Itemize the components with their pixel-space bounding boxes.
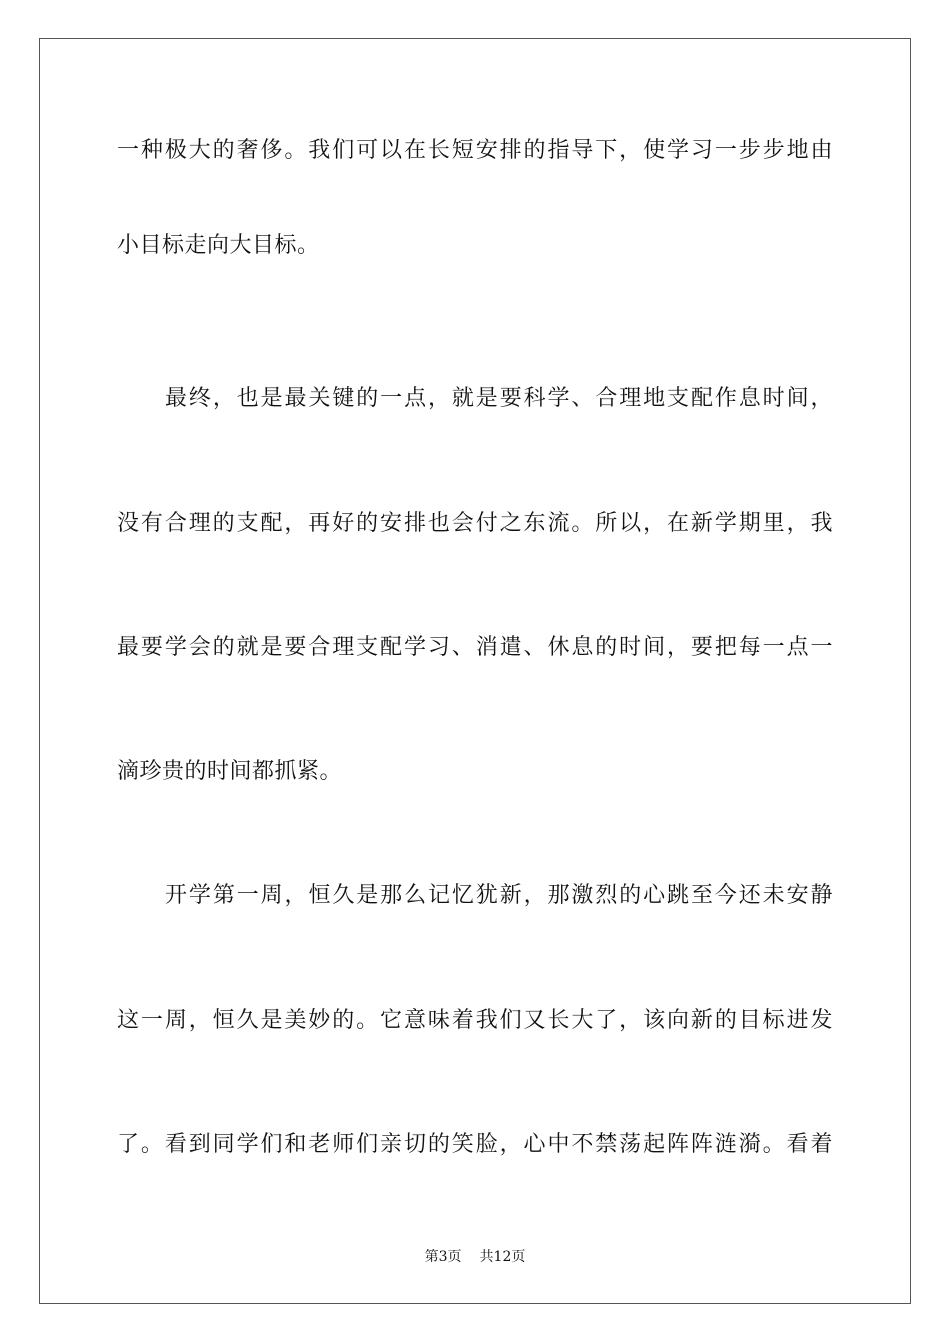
text-line-7: 开学第一周，恒久是那么记忆犹新，那激烈的心跳至今还未安静 [165,883,833,908]
page-border [39,38,911,1304]
text-line-9: 了。看到同学们和老师们亲切的笑脸，心中不禁荡起阵阵涟漪。看着 [117,1132,833,1157]
text-line-4: 没有合理的支配，再好的安排也会付之东流。所以，在新学期里，我 [117,511,833,536]
page-footer [0,1248,950,1266]
text-line-1: 一种极大的奢侈。我们可以在长短安排的指导下，使学习一步步地由 [117,138,833,163]
text-line-2: 小目标走向大目标。 [117,233,320,258]
text-line-6: 滴珍贵的时间都抓紧。 [117,759,343,784]
text-line-8: 这一周，恒久是美妙的。它意味着我们又长大了，该向新的目标进发 [117,1008,833,1033]
page-number-current: 第3页 [424,1249,462,1265]
page-number-total: 共12页 [479,1249,526,1265]
text-line-3: 最终，也是最关键的一点，就是要科学、合理地支配作息时间， [165,386,833,411]
text-line-5: 最要学会的就是要合理支配学习、消遣、休息的时间，要把每一点一 [117,635,833,660]
